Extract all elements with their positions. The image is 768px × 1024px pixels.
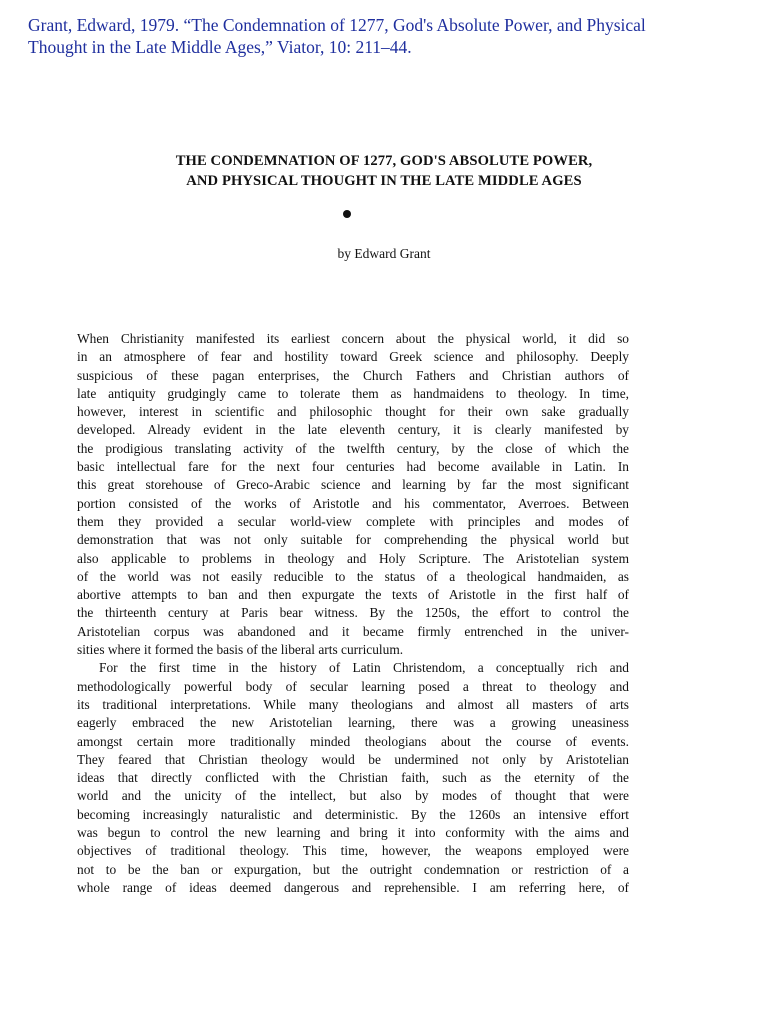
body-line: world and the unicity of the intellect, but also by modes of thought that were: [77, 788, 629, 804]
body-line: this great storehouse of Greco-Arabic science and learning by far the most significant: [77, 477, 629, 493]
body-line: of the world was not easily reducible to the status of a theological handmaiden, as: [77, 568, 629, 584]
body-line: was begun to control the new learning and bring it into conformity with the aims and: [77, 825, 629, 841]
body-line: them they provided a secular world-view complete with principles and modes of: [77, 513, 629, 529]
body-line: suspicious of these pagan enterprises, the Church Fathers and Christian authors of: [77, 367, 629, 383]
body-line: in an atmosphere of fear and hostility toward Greek science and philosophy. Deeply: [77, 349, 629, 365]
body-line: portion consisted of the works of Aristotle and his commentator, Averroes. Between: [77, 495, 629, 511]
body-text: [77, 330, 629, 897]
body-line: however, interest in scientific and philosophic thought for their own sake gradually: [77, 404, 629, 420]
body-line: sities where it formed the basis of the liberal arts curriculum.: [77, 642, 404, 658]
body-line: ideas that directly conflicted with the Christian faith, such as the eternity of the: [77, 770, 629, 786]
body-line: amongst certain more traditionally minded theologians about the course of events.: [77, 733, 629, 749]
body-line: basic intellectual fare for the next four centuries had become available in Latin. In: [77, 459, 629, 475]
author-byline: by Edward Grant: [337, 246, 431, 261]
body-line: methodologically powerful body of secular learning posed a threat to theology and: [77, 678, 629, 694]
body-line: demonstration that was not only suitable for comprehending the physical world but: [77, 532, 629, 548]
body-line: For the first time in the history of Latin Christendom, a conceptually rich and: [99, 660, 629, 676]
ornament-bullet: [343, 210, 351, 218]
body-line: abortive attempts to ban and then expurgate the texts of Aristotle in the first half of: [77, 587, 629, 603]
body-line: also applicable to problems in theology and Holy Scripture. The Aristotelian system: [77, 550, 629, 566]
title-line-2: AND PHYSICAL THOUGHT IN THE LATE MIDDLE AGES: [186, 173, 582, 189]
body-line: developed. Already evident in the late eleventh century, it is clearly manifested by: [77, 422, 629, 438]
title-line-1: THE CONDEMNATION OF 1277, GOD'S ABSOLUTE POWER,: [175, 153, 593, 169]
paper-title: [60, 151, 708, 191]
body-line: eagerly embraced the new Aristotelian learning, there was a growing uneasiness: [77, 715, 629, 731]
citation-line-1: Grant, Edward, 1979. “The Condemnation of 1277, God's Absolute Power, and Physical: [28, 15, 646, 35]
body-line: not to be the ban or expurgation, but the outright condemnation or restriction of a: [77, 861, 629, 877]
body-line: They feared that Christian theology would be undermined not only by Aristotelian: [77, 751, 629, 767]
body-line: late antiquity grudgingly came to tolerate them as handmaidens to theology. In time,: [77, 385, 629, 401]
body-line: Aristotelian corpus was abandoned and it became firmly entrenched in the univer-: [77, 623, 629, 639]
body-line: whole range of ideas deemed dangerous and reprehensible. I am referring here, of: [77, 879, 629, 895]
body-line: the prodigious translating activity of the twelfth century, by the close of which the: [77, 440, 629, 456]
body-line: the thirteenth century at Paris bear witness. By the 1250s, the effort to control the: [77, 605, 629, 621]
body-line: becoming increasingly naturalistic and deterministic. By the 1260s an intensive effort: [77, 806, 629, 822]
body-line: objectives of traditional theology. This time, however, the weapons employed were: [77, 843, 629, 859]
citation-line-2: Thought in the Late Middle Ages,” Viator, 10: 211–44.: [28, 37, 412, 57]
body-line: its traditional interpretations. While many theologians and almost all masters of arts: [77, 696, 629, 712]
citation: [28, 14, 748, 58]
body-line: When Christianity manifested its earliest concern about the physical world, it did so: [77, 331, 629, 346]
